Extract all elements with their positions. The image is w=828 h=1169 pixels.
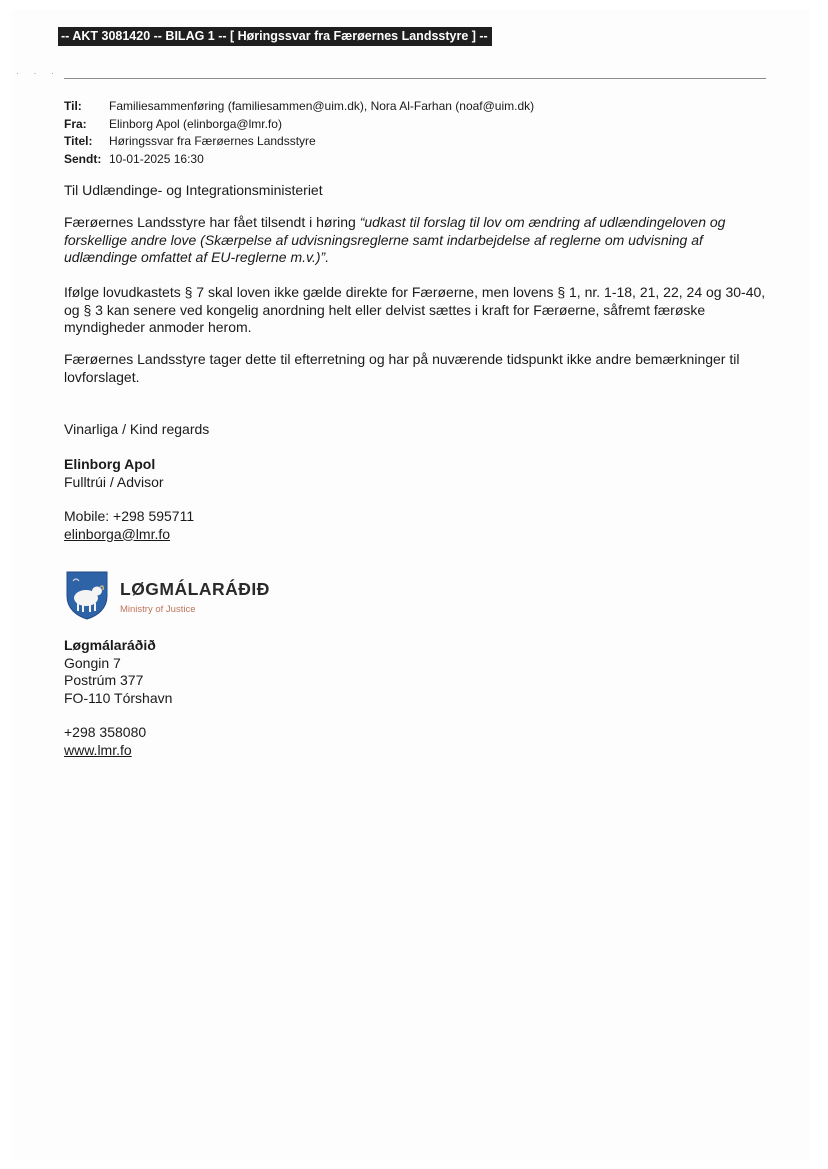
- greeting: Til Udlændinge- og Integrationsministeriet: [64, 182, 323, 198]
- address-pobox: Postrúm 377: [64, 672, 144, 688]
- address-street: Gongin 7: [64, 654, 121, 671]
- paragraph-hearing: [64, 214, 774, 267]
- to-row: [64, 98, 534, 116]
- header-divider: [64, 78, 766, 79]
- sent-row: [64, 151, 534, 169]
- signature-name: Elinborg Apol: [64, 456, 156, 472]
- document-banner: -- AKT 3081420 -- BILAG 1 -- [ Høringssvar fra Færøernes Landsstyre ] --: [58, 27, 492, 46]
- logo-text: [120, 579, 270, 615]
- ministry-logo: [64, 570, 270, 620]
- subject-value: Høringssvar fra Færøernes Landsstyre: [109, 134, 316, 148]
- sent-label: Sendt:: [64, 151, 102, 166]
- address-block: [64, 637, 172, 759]
- to-label: Til:: [64, 99, 82, 113]
- address-org: Løgmálaráðið: [64, 637, 156, 653]
- paragraph-conclusion: Færøernes Landsstyre tager dette til efterretning og har på nuværende tidspunkt ikke andre bemærkninger til lovforslaget.: [64, 351, 740, 385]
- address-city: FO-110 Tórshavn: [64, 689, 173, 706]
- signature-title: Fulltrúi / Advisor: [64, 473, 164, 490]
- closing-salutation: Vinarliga / Kind regards: [64, 421, 210, 437]
- to-value: Familiesammenføring (familiesammen@uim.dk), Nora Al-Farhan (noaf@uim.dk): [109, 99, 535, 113]
- paragraph-applicability: Ifølge lovudkastets § 7 skal loven ikke gælde direkte for Færøerne, men lovens § 1, nr. 1-18, 21, 22, 24 og 30-40, og § 3 kan senere ved kongelig anordning helt eller delvist sættes i kraft for Færøerne, såfremt færøske myndigheder anmoder herom.: [64, 284, 766, 335]
- logo-title: LØGMÁLARÁÐIÐ: [120, 579, 270, 599]
- website-link[interactable]: www.lmr.fo: [64, 741, 132, 758]
- subject-row: [64, 133, 534, 151]
- coat-of-arms-icon: [64, 570, 110, 620]
- paragraph-hearing-quote: “udkast til forslag til lov om ændring af udlændingeloven og forskellige andre love (Skærpelse af udvisningsreglerne samt indarbejdelse af reglerne om udvisning af udlændinge omfattet af EU-reglerne m.v.)”.: [64, 214, 726, 265]
- signature-block: [64, 456, 194, 543]
- from-row: [64, 116, 534, 134]
- email-header: [64, 98, 534, 168]
- subject-label: Titel:: [64, 134, 93, 148]
- sent-value: 10-01-2025 16:30: [109, 151, 204, 166]
- from-label: Fra:: [64, 116, 87, 131]
- signature-email-link[interactable]: elinborga@lmr.fo: [64, 525, 171, 542]
- from-value: Elinborg Apol (elinborga@lmr.fo): [109, 116, 282, 131]
- logo-subtitle: Ministry of Justice: [120, 604, 196, 615]
- signature-mobile: Mobile: +298 595711: [64, 508, 195, 524]
- paragraph-hearing-lead: Færøernes Landsstyre har fået tilsendt i høring: [64, 214, 360, 230]
- scan-artifact: · · ·: [16, 68, 60, 78]
- address-phone: +298 358080: [64, 724, 147, 740]
